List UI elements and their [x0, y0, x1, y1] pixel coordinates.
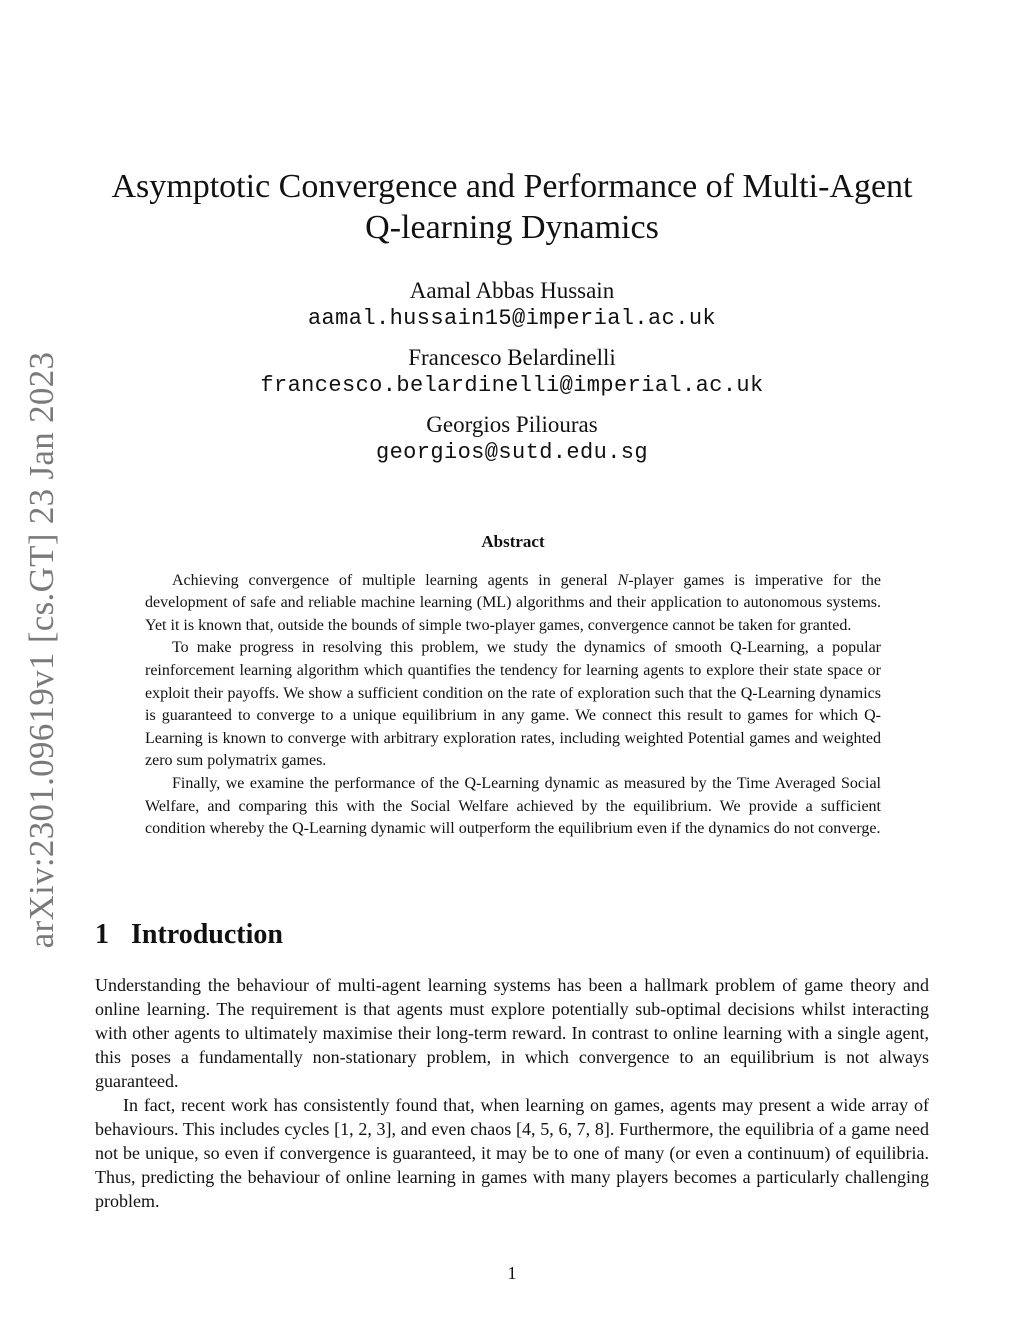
abstract-paragraph-2: To make progress in resolving this problem, we study the dynamics of smooth Q-Learning, a popular reinforcement learning algorithm which quantifies the tendency for learning agents to explore their state space or exploit their payoffs. We show a sufficient condition on the rate of exploration such that the Q-Learning dynamics is guaranteed to converge to a unique equilibrium in any game. We connect this result to games for which Q-Learning is known to converge with arbitrary exploration rates, including weighted Potential games and weighted zero sum polymatrix games. [145, 639, 881, 770]
title-line-2: Q-learning Dynamics [365, 209, 659, 246]
abstract-p1-start: Achieving convergence of multiple learning agents in general [172, 571, 618, 589]
intro-paragraph-1: Understanding the behaviour of multi-agent learning systems has been a hallmark problem of game theory and online learning. The requirement is that agents must explore potentially sub-optimal decisions whilst interacting with other agents to ultimately maximise their long-term reward. In contrast to online learning with a single agent, this poses a fundamentally non-stationary problem, in which convergence to an equilibrium is not always guaranteed. [95, 975, 929, 1091]
author-name: Georgios Piliouras [426, 412, 598, 437]
title-line-1: Asymptotic Convergence and Performance of Multi-Agent [111, 168, 913, 205]
section-heading-introduction [95, 918, 283, 952]
author-name: Aamal Abbas Hussain [409, 278, 615, 303]
author-1 [80, 277, 944, 333]
abstract [145, 531, 881, 841]
abstract-p1-end: -player games is imperative for the development of safe and reliable machine learning (ML) algorithms and their application to autonomous systems. Yet it is known that, outside the bounds of simple two-player games, convergence cannot be taken for granted. [145, 571, 882, 634]
math-symbol-n: N [617, 571, 629, 589]
arxiv-identifier: arXiv:2301.09619v1 [cs.GT] 23 Jan 2023 [22, 351, 61, 949]
author-name: Francesco Belardinelli [408, 345, 616, 370]
abstract-heading: Abstract [481, 532, 545, 551]
author-email: aamal.hussain15@imperial.ac.uk [307, 306, 717, 331]
author-2 [80, 344, 944, 400]
author-block [80, 277, 944, 478]
paper-title [80, 166, 944, 248]
abstract-paragraph-3: Finally, we examine the performance of the Q-Learning dynamic as measured by the Time Averaged Social Welfare, and comparing this with the Social Welfare achieved by the equilibrium. We provide a sufficient condition whereby the Q-Learning dynamic will outperform the equilibrium even if the dynamics do not converge. [145, 774, 881, 838]
section-number: 1 [95, 919, 109, 950]
abstract-paragraph-1 [145, 570, 881, 638]
author-email: georgios@sutd.edu.sg [375, 440, 649, 465]
arxiv-stamp [0, 0, 61, 949]
intro-paragraph-2: In fact, recent work has consistently found that, when learning on games, agents may present a wide array of behaviours. This includes cycles [1, 2, 3], and even chaos [4, 5, 6, 7, 8]. Furthermore, the equilibria of a game need not be unique, so even if convergence is guaranteed, it may be to one of many (or even a continuum) of equilibria. Thus, predicting the behaviour of online learning in games with many players becomes a particularly challenging problem. [95, 1095, 929, 1211]
section-title: Introduction [131, 919, 283, 950]
author-email: francesco.belardinelli@imperial.ac.uk [260, 373, 764, 398]
author-3 [80, 411, 944, 467]
page-number: 1 [507, 1263, 517, 1283]
introduction-body [95, 973, 929, 1213]
